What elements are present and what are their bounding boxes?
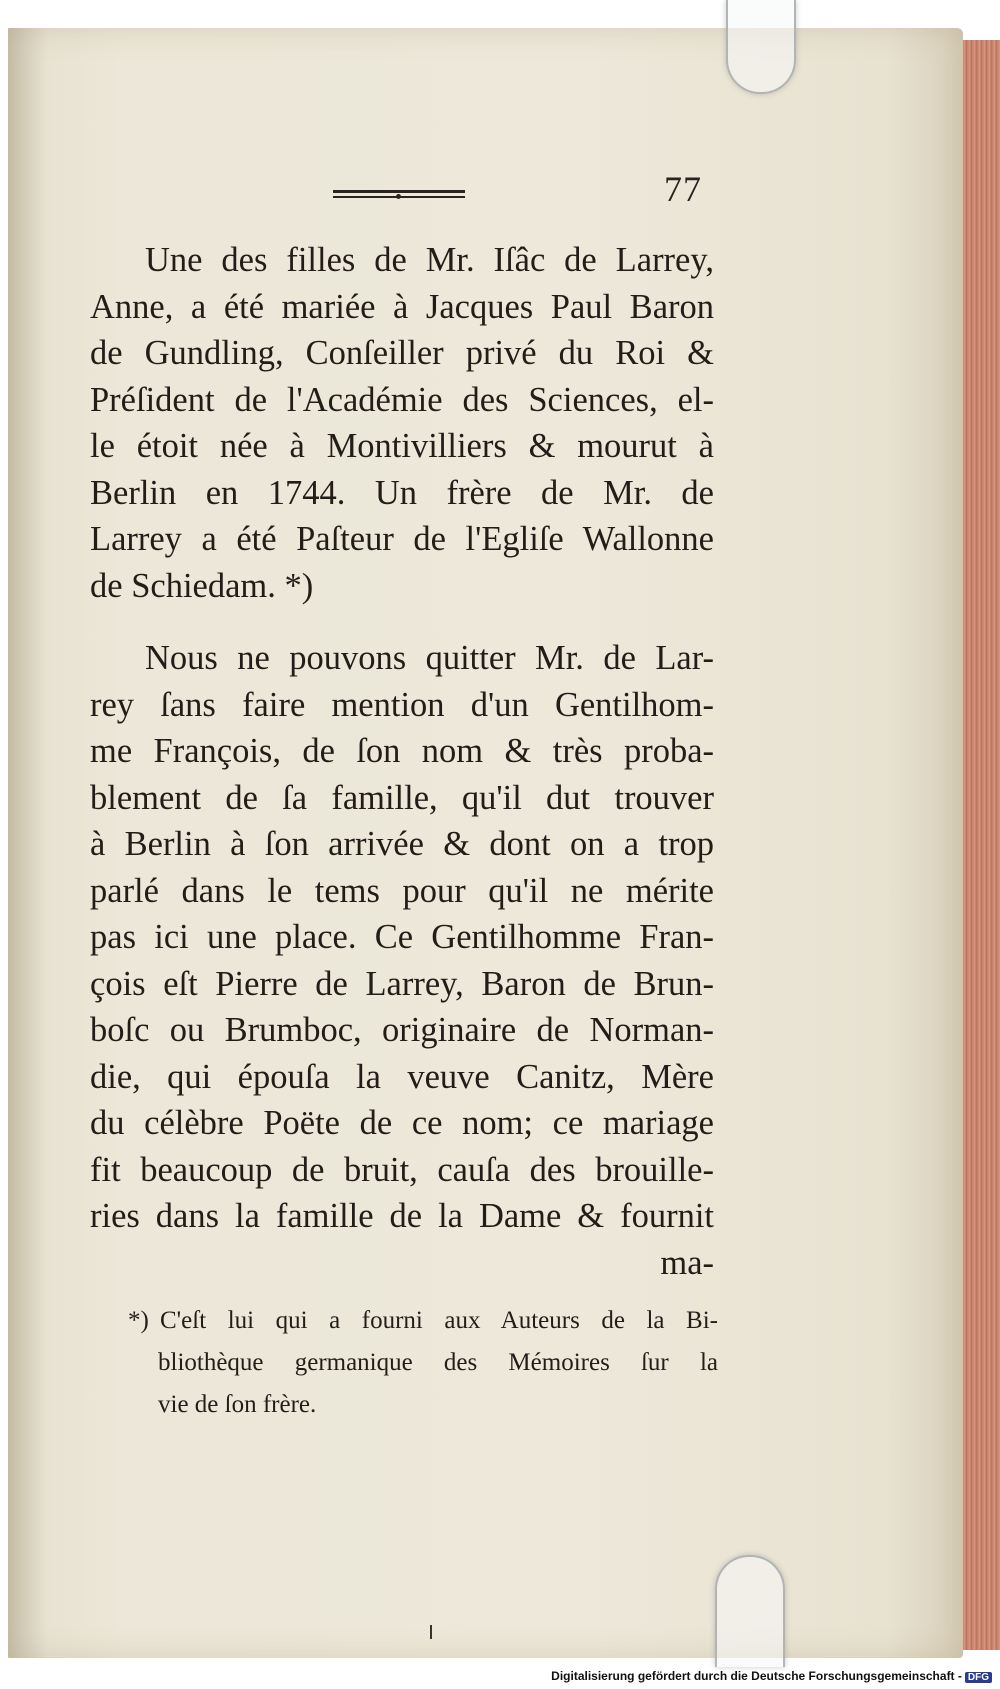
text-line: çois eſt Pierre de Larrey, Baron de Brun-: [90, 964, 714, 1003]
footnote-line: vie de ſon frère.: [158, 1391, 317, 1418]
ink-mark: [430, 1625, 432, 1639]
page-number: 77: [664, 169, 702, 209]
text-line: Larrey a été Paſteur de l'Egliſe Wallonne: [90, 520, 714, 558]
bottom-page-clip: [715, 1555, 785, 1667]
text-line: à Berlin à ſon arrivée & dont on a trop: [90, 825, 714, 863]
catchword: ma-: [660, 1243, 714, 1282]
footnote: [128, 1300, 718, 1426]
book-fore-edge: [963, 40, 1000, 1650]
credit-text: Digitalisierung gefördert durch die Deutsche Forschungsgemeinschaft -: [551, 1669, 962, 1683]
text-line: de Schiedam. *): [90, 566, 314, 605]
text-line: le étoit née à Montivilliers & mourut à: [90, 427, 714, 465]
body-text: [90, 237, 714, 1286]
text-line: me François, de ſon nom & très proba-: [90, 732, 714, 770]
footnote-marker: *): [128, 1307, 149, 1334]
text-line: Une des filles de Mr. Iſâc de Larrey,: [145, 241, 714, 279]
text-line: du célèbre Poëte de ce nom; ce mariage: [90, 1104, 714, 1142]
text-line: pas ici une place. Ce Gentilhomme Fran-: [90, 918, 714, 956]
footnote-line: C'eſt lui qui a fourni aux Auteurs de la Bi-: [160, 1307, 718, 1334]
header-ornament-rule: [333, 190, 465, 200]
text-line: parlé dans le tems pour qu'il ne mérite: [90, 871, 714, 910]
top-page-clip: [726, 0, 796, 94]
text-line: Nous ne pouvons quitter Mr. de Lar-: [145, 639, 714, 677]
text-line: de Gundling, Conſeiller privé du Roi &: [90, 334, 714, 372]
text-line: rey ſans faire mention d'un Gentilhom-: [90, 685, 714, 724]
text-line: blement de ſa famille, qu'il dut trouver: [90, 778, 714, 817]
text-line: fit beaucoup de bruit, cauſa des brouille-: [90, 1150, 714, 1189]
gutter-shadow: [8, 28, 48, 1658]
digitization-credit: [551, 1669, 992, 1683]
text-line: ries dans la famille de la Dame & fournit: [90, 1197, 714, 1235]
text-line: Préſident de l'Académie des Sciences, el-: [90, 380, 714, 419]
text-line: boſc ou Brumboc, originaire de Norman-: [90, 1011, 714, 1049]
dfg-logo: DFG: [965, 1672, 992, 1683]
text-line: die, qui épouſa la veuve Canitz, Mère: [90, 1057, 714, 1096]
footnote-line: bliothèque germanique des Mémoires ſur la: [158, 1349, 718, 1376]
text-line: Berlin en 1744. Un frère de Mr. de: [90, 473, 714, 512]
text-line: Anne, a été mariée à Jacques Paul Baron: [90, 287, 714, 326]
